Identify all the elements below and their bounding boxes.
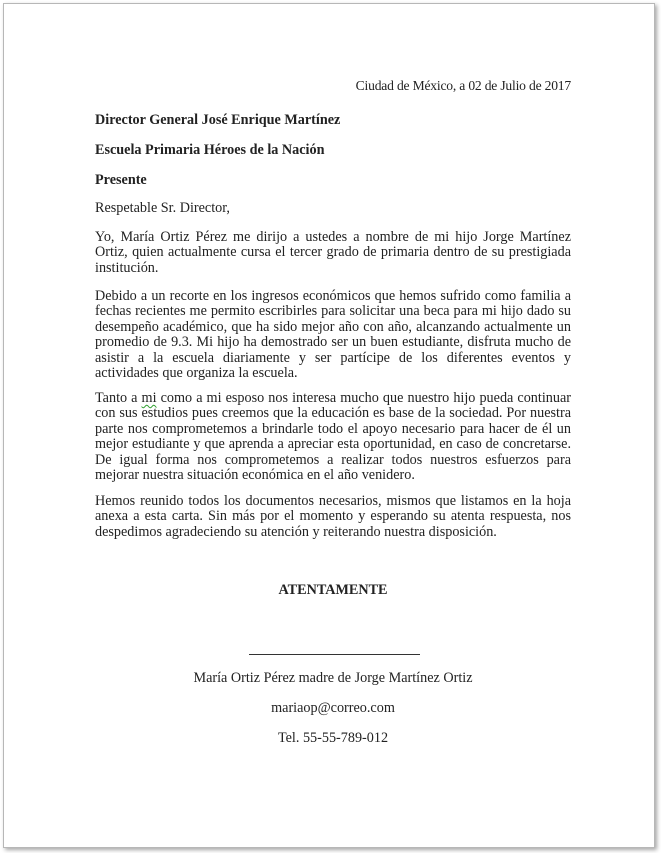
paragraph-3-rest: como a mi esposo nos interesa mucho que nuestro hijo pueda continuar con sus estudios pues creemos que la educación es base de la sociedad. Por nuestra parte nos comprometemos a brindarle todo el apoyo necesario para hacer de él un mejor estudiante y que aprenda a apreciar esta oportunidad, en caso de concretarse. De igual forma nos comprometemos a realizar todos nuestros esfuerzos para mejorar nuestra situación económica en el año venidero. [95, 390, 571, 484]
signer-phone: Tel. 55-55-789-012 [277, 730, 389, 746]
document-page [3, 3, 655, 848]
paragraph-1: Yo, María Ortiz Pérez me dirijo a ustedes a nombre de mi hijo Jorge Martínez Ortiz, quien actualmente cursa el tercer grado de primaria dentro de su prestigiada institución. [95, 229, 571, 276]
letter-date: Ciudad de México, a 02 de Julio de 2017 [355, 78, 571, 93]
closing-label: ATENTAMENTE [278, 582, 388, 598]
signer-name: María Ortiz Pérez madre de Jorge Martínez Ortiz [193, 670, 473, 686]
spelling-flag-word[interactable]: mi [141, 390, 157, 406]
recipient-school: Escuela Primaria Héroes de la Nación [95, 142, 325, 158]
paragraph-3 [95, 391, 571, 483]
paragraph-3-start: Tanto a [95, 390, 142, 406]
signature-line [249, 654, 420, 655]
signer-email: mariaop@correo.com [271, 700, 395, 716]
paragraph-4: Hemos reunido todos los documentos necesarios, mismos que listamos en la hoja anexa a esta carta. Sin más por el momento y esperando su atenta respuesta, nos despedimos agradeciendo su atención y reiterando nuestra disposición. [95, 493, 571, 540]
salutation: Respetable Sr. Director, [95, 200, 230, 216]
paragraph-2: Debido a un recorte en los ingresos económicos que hemos sufrido como familia a fechas recientes me permito escribirles para solicitar una beca para mi hijo dado su desempeño académico, que ha sido mejor año con año, alcanzando actualmente un promedio de 9.3. Mi hijo ha demostrado ser un buen estudiante, disfruta mucho de asistir a la escuela diariamente y ser partícipe de los diferentes eventos y actividades que organiza la escuela. [95, 288, 571, 382]
recipient-name: Director General José Enrique Martínez [95, 112, 341, 128]
presente-label: Presente [95, 172, 147, 188]
